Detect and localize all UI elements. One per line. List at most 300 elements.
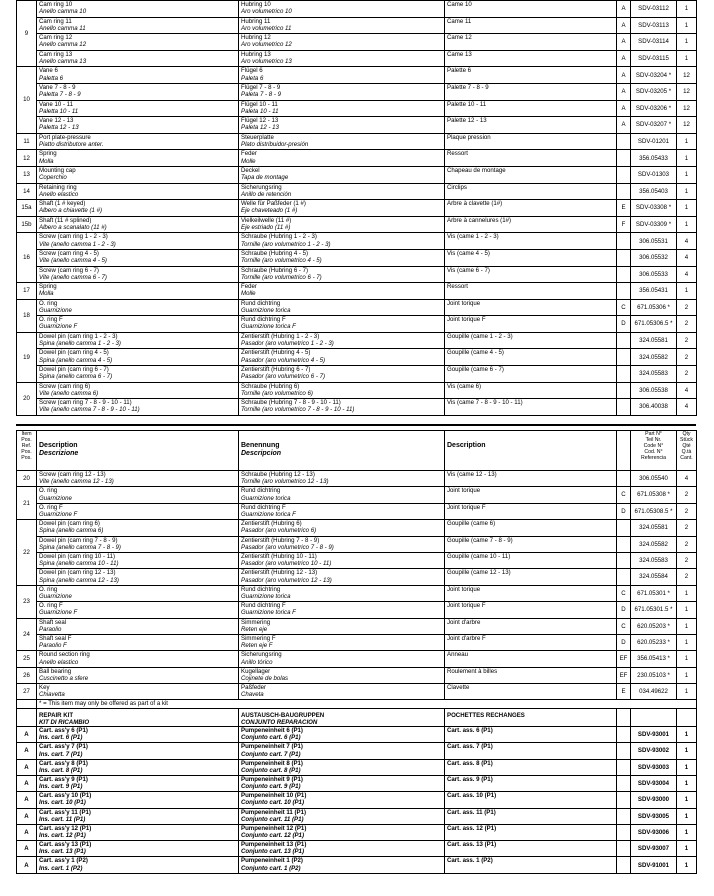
text-primary: Pumpeneinheit 10 (P1): [241, 792, 307, 800]
desc-fr: [445, 200, 617, 217]
desc-fr: [445, 382, 617, 399]
text-secondary: Conjunto cart. 13 (P1): [241, 848, 304, 856]
table-row: [17, 520, 697, 536]
kit-desc-fr: [445, 792, 617, 808]
desc-fr: [445, 166, 617, 183]
desc-en-it: [37, 618, 239, 634]
text-secondary: Anello camma 11: [39, 24, 86, 32]
text-primary: Simmering F: [241, 634, 276, 642]
text-secondary: Guarnizione torica F: [241, 323, 296, 331]
kit-row: [17, 841, 697, 857]
text-primary: Anneau: [447, 651, 469, 659]
text-primary: Rund dichtring: [241, 487, 281, 495]
text-secondary: Paleta 7 - 8 - 9: [241, 91, 281, 99]
item-pos: 15a: [17, 200, 37, 217]
desc-de-es: [239, 569, 445, 585]
kit-desc-en-it: [37, 792, 239, 808]
text-secondary: Aro volumetrico 12: [241, 41, 292, 49]
desc-de-es: [239, 1, 445, 18]
desc-de-es: [239, 200, 445, 217]
text-secondary: Aro volumetrico 10: [241, 8, 292, 16]
kit-desc-en-it: [37, 759, 239, 775]
desc-de-es: [239, 487, 445, 503]
kit-code: E: [617, 684, 631, 700]
text-primary: Joint torique: [447, 299, 481, 307]
text-primary: Cart. ass'y 8 (P1): [39, 759, 88, 767]
text-primary: Cart. ass. 11 (P1): [447, 808, 496, 816]
desc-en-it: [37, 166, 239, 183]
text-secondary: Vite (anello camma 6 - 7): [39, 273, 107, 281]
kit-desc-fr: [445, 759, 617, 775]
desc-fr: [445, 349, 617, 366]
quantity: 4: [677, 266, 697, 283]
kit-code: D: [617, 634, 631, 650]
table-row: [17, 50, 697, 67]
table-row: [17, 651, 697, 667]
part-number: 671.05301 *: [631, 585, 677, 601]
text-secondary: Vite (anello camma 1 - 2 - 3): [39, 240, 116, 248]
kit-desc-de-es: [239, 743, 445, 759]
desc-de-es: [239, 316, 445, 333]
kit-code: C: [617, 299, 631, 316]
desc-de-es: [239, 602, 445, 618]
desc-fr: [445, 618, 617, 634]
kit-code: [617, 399, 631, 416]
text-primary: Goupille (came 12 - 13): [447, 569, 511, 577]
kit-code: D: [617, 316, 631, 333]
kit-code: A: [617, 67, 631, 84]
text-primary: Zentierstift (Hubring 12 - 13): [241, 569, 318, 577]
text-secondary: Guarnizione torica: [241, 494, 291, 502]
kit-code: [617, 283, 631, 300]
text-primary: O. ring F: [39, 602, 63, 610]
text-primary: Shaft (11 # splined): [39, 216, 92, 224]
quantity: 1: [677, 602, 697, 618]
text-primary: Cart. ass'y 6 (P1): [39, 727, 88, 735]
part-number: SDV-03113: [631, 17, 677, 34]
desc-de-es: [239, 520, 445, 536]
kit-code: [617, 382, 631, 399]
kit-quantity: 1: [677, 808, 697, 824]
text-primary: Arbre à cannelures (1#): [447, 216, 512, 224]
item-pos: 24: [17, 618, 37, 651]
text-primary: Vane 12 - 13: [39, 117, 74, 125]
text-primary: Dowel pin (cam ring 12 - 13): [39, 569, 116, 577]
text-secondary: Pasador (aro volumetrico 12 - 13): [241, 576, 332, 584]
text-primary: Zentierstift (Hubring 6 - 7): [241, 366, 311, 374]
text-primary: Spring: [39, 283, 57, 291]
item-pos: 9: [17, 1, 37, 67]
desc-en-it: [37, 1, 239, 18]
desc-fr: [445, 249, 617, 266]
desc-en-it: [37, 602, 239, 618]
text-secondary: Ins. cart. 10 (P1): [39, 799, 86, 807]
quantity: 1: [677, 283, 697, 300]
part-number: 306.05533: [631, 266, 677, 283]
text-primary: Dowel pin (cam ring 6): [39, 520, 100, 528]
text-primary: Ressort: [447, 150, 468, 158]
text-secondary: Guarnizione torica F: [241, 609, 296, 617]
table-row: [17, 618, 697, 634]
desc-de-es: [239, 667, 445, 683]
quantity: 1: [677, 216, 697, 233]
text-primary: Goupille (came 6 - 7): [447, 366, 504, 374]
text-primary: Hubring 10: [241, 1, 271, 8]
desc-de-es: [239, 366, 445, 383]
text-primary: Cart. ass'y 7 (P1): [39, 743, 88, 751]
text-secondary: Anello elastico: [39, 190, 79, 198]
text-primary: Dowel pin (cam ring 6 - 7): [39, 366, 109, 374]
text-secondary: Conjunto cart. 1 (P2): [241, 864, 301, 872]
kit-desc-de-es: [239, 808, 445, 824]
item-pos: 10: [17, 67, 37, 133]
text-primary: Cart. ass. 6 (P1): [447, 727, 493, 735]
text-secondary: Paleta 10 - 11: [241, 107, 279, 115]
kit-part-number: SDV-91001: [631, 857, 677, 873]
text-primary: Rund dichtring: [241, 299, 281, 307]
item-pos: 13: [17, 166, 37, 183]
desc-fr: [445, 552, 617, 568]
text-secondary: Ins. cart. 12 (P1): [39, 832, 86, 840]
quantity: 12: [677, 100, 697, 117]
table-row: [17, 117, 697, 134]
text-primary: Schraube (Hubring 6): [241, 382, 300, 390]
kit-code: [617, 166, 631, 183]
part-number: 356.05431: [631, 283, 677, 300]
text-secondary: Tornille (aro volumetrico 7 - 8 - 9 - 10 - 11): [241, 406, 355, 414]
text-secondary: Paletta 12 - 13: [39, 124, 79, 132]
quantity: 2: [677, 299, 697, 316]
kit-code: A: [617, 100, 631, 117]
text-secondary: Anello elastico: [39, 658, 79, 666]
text-primary: Rund dichtring F: [241, 602, 286, 610]
text-primary: Goupille (came 6): [447, 520, 496, 528]
part-number: SDV-03115: [631, 50, 677, 67]
part-number: SDV-03308 *: [631, 200, 677, 217]
desc-en-it: [37, 266, 239, 283]
text-secondary: Vite (anello camma 7 - 8 - 9 - 10 - 11): [39, 406, 140, 414]
table-row: [17, 585, 697, 601]
text-secondary: Spina (anello camma 12 - 13): [39, 576, 119, 584]
text-primary: Cart. ass. 13 (P1): [447, 841, 497, 849]
text-primary: Zentierstift (Hubring 10 - 11): [241, 552, 317, 560]
desc-fr: [445, 366, 617, 383]
text-secondary: Tornille (aro volumetrico 6): [241, 389, 313, 397]
quantity: 2: [677, 569, 697, 585]
part-number: 324.05581: [631, 520, 677, 536]
text-secondary: Paletta 10 - 11: [39, 107, 79, 115]
kit-desc-fr: [445, 808, 617, 824]
table-header-row: [17, 431, 697, 471]
desc-fr: [445, 34, 617, 51]
kit-pos: A: [17, 792, 37, 808]
item-pos: 22: [17, 520, 37, 586]
text-primary: Pumpeneinheit 8 (P1): [241, 759, 303, 767]
text-primary: O. ring F: [39, 503, 63, 511]
text-secondary: Ins. cart. 1 (P2): [39, 864, 83, 872]
text-primary: Shaft seal: [39, 618, 67, 626]
desc-fr: [445, 100, 617, 117]
text-primary: Flügel 12 - 13: [241, 117, 279, 125]
text-secondary: Vite (anello camma 12 - 13): [39, 478, 114, 486]
desc-de-es: [239, 634, 445, 650]
kit-desc-de-es: [239, 775, 445, 791]
text-secondary: Conjunto cart. 8 (P1): [241, 766, 301, 774]
desc-de-es: [239, 233, 445, 250]
text-secondary: Paraolio: [39, 625, 62, 633]
parts-table-top: [16, 0, 697, 416]
text-secondary: Albero a chiavette (1 #): [39, 207, 103, 215]
desc-fr: [445, 602, 617, 618]
item-pos: 15b: [17, 216, 37, 233]
kit-row: [17, 759, 697, 775]
kit-code: [617, 183, 631, 200]
text-primary: Hubring 11: [241, 17, 271, 25]
kit-row: [17, 808, 697, 824]
table-row: [17, 266, 697, 283]
text-primary: Retaining ring: [39, 183, 77, 191]
text-secondary: Anello camma 10: [39, 8, 87, 16]
text-secondary: Tornille (aro volumetrico 6 - 7): [241, 273, 322, 281]
table-row: [17, 133, 697, 150]
quantity: 4: [677, 471, 697, 487]
kit-quantity: 1: [677, 841, 697, 857]
text-primary: Vis (came 6 - 7): [447, 266, 490, 274]
text-secondary: Pasador (aro volumetrico 6): [241, 527, 317, 535]
text-secondary: Ins. cart. 6 (P1): [39, 734, 83, 742]
desc-en-it: [37, 585, 239, 601]
desc-fr: [445, 50, 617, 67]
text-primary: Came 12: [447, 34, 472, 42]
part-number: 324.05581: [631, 332, 677, 349]
quantity: 12: [677, 83, 697, 100]
kit-row: [17, 727, 697, 743]
desc-de-es: [239, 67, 445, 84]
text-primary: Joint torique F: [447, 602, 486, 610]
desc-fr: [445, 399, 617, 416]
item-pos: 20: [17, 382, 37, 415]
text-secondary: Spina (anello camma 6): [39, 527, 104, 535]
text-secondary: Cojinete de bolas: [241, 674, 289, 682]
quantity: 2: [677, 366, 697, 383]
kit-pos: A: [17, 743, 37, 759]
part-number: 306.40038: [631, 399, 677, 416]
desc-fr: [445, 299, 617, 316]
desc-fr: [445, 569, 617, 585]
desc-en-it: [37, 233, 239, 250]
kit-code: [617, 471, 631, 487]
table-row: [17, 67, 697, 84]
quantity: 2: [677, 316, 697, 333]
text-primary: Welle für Paßfeder (1 #): [241, 200, 306, 208]
text-primary: Pumpeneinheit 6 (P1): [241, 727, 303, 735]
text-secondary: Tornille (aro volumetrico 1 - 2 - 3): [241, 240, 331, 248]
kit-header-en: REPAIR KIT KIT DI RICAMBIO: [37, 708, 239, 726]
kit-code: A: [617, 17, 631, 34]
quantity: 2: [677, 520, 697, 536]
kit-pos: A: [17, 727, 37, 743]
desc-en-it: [37, 50, 239, 67]
desc-de-es: [239, 216, 445, 233]
text-primary: Shaft seal F: [39, 634, 72, 642]
text-primary: Joint d'arbre F: [447, 634, 486, 642]
text-primary: Screw (cam ring 6): [39, 382, 91, 390]
item-pos: 12: [17, 150, 37, 167]
text-primary: Pumpeneinheit 12 (P1): [241, 824, 307, 832]
text-primary: Pumpeneinheit 11 (P1): [241, 808, 307, 816]
text-primary: Feder: [241, 283, 257, 291]
text-primary: Schraube (Hubring 7 - 8 - 9 - 10 - 11): [241, 399, 341, 407]
text-primary: Palette 12 - 13: [447, 117, 487, 125]
desc-en-it: [37, 283, 239, 300]
header-desc-de: Benennung Descripcion: [239, 431, 445, 471]
table-row: [17, 83, 697, 100]
kit-code: C: [617, 585, 631, 601]
quantity: 1: [677, 17, 697, 34]
kit-code: [617, 266, 631, 283]
table-row: [17, 536, 697, 552]
kit-row: [17, 857, 697, 873]
kit-desc-fr: [445, 743, 617, 759]
quantity: 1: [677, 618, 697, 634]
kit-desc-en-it: [37, 857, 239, 873]
kit-quantity: 1: [677, 824, 697, 840]
table-row: [17, 634, 697, 650]
text-secondary: Guarnizione F: [39, 510, 78, 518]
desc-en-it: [37, 133, 239, 150]
desc-en-it: [37, 332, 239, 349]
text-primary: Simmering: [241, 618, 271, 626]
desc-de-es: [239, 34, 445, 51]
part-number: 671.05306.5 *: [631, 316, 677, 333]
text-primary: Circlips: [447, 183, 467, 191]
quantity: 1: [677, 200, 697, 217]
desc-en-it: [37, 67, 239, 84]
text-secondary: Anillo tórico: [241, 658, 273, 666]
desc-de-es: [239, 471, 445, 487]
desc-en-it: [37, 117, 239, 134]
text-secondary: Molle: [241, 290, 256, 298]
table-row: [17, 34, 697, 51]
text-secondary: Guarnizione: [39, 306, 72, 314]
text-secondary: Ins. cart. 8 (P1): [39, 766, 83, 774]
page-break-bar: [16, 424, 696, 426]
text-primary: Cart. ass. 1 (P2): [447, 857, 493, 865]
header-qty: Qty Stück Qté Q.tà Cant.: [677, 431, 697, 471]
text-primary: Cart. ass. 9 (P1): [447, 775, 493, 783]
kit-desc-de-es: [239, 841, 445, 857]
text-primary: Ressort: [447, 283, 468, 291]
text-primary: Paßfeder: [241, 684, 267, 692]
table-row: [17, 100, 697, 117]
part-number: 324.05583: [631, 552, 677, 568]
text-primary: Joint torique F: [447, 316, 486, 324]
quantity: 2: [677, 487, 697, 503]
kit-note: * = This item may only be offered as part of a kit: [37, 700, 697, 708]
text-secondary: Ins. cart. 11 (P1): [39, 815, 86, 823]
desc-en-it: [37, 183, 239, 200]
kit-code: C: [617, 618, 631, 634]
quantity: 2: [677, 536, 697, 552]
kit-code: [617, 824, 631, 840]
desc-fr: [445, 536, 617, 552]
desc-fr: [445, 503, 617, 519]
text-primary: Vielkeilwelle (11 #): [241, 216, 292, 224]
kit-desc-fr: [445, 857, 617, 873]
text-secondary: Molla: [39, 290, 54, 298]
text-secondary: Pasador (aro volumetrico 1 - 2 - 3): [241, 340, 334, 348]
text-secondary: Reten eje: [241, 625, 268, 633]
part-number: 620.05233 *: [631, 634, 677, 650]
text-secondary: Eje estriado (11 #): [241, 223, 291, 231]
text-primary: Feder: [241, 150, 257, 158]
part-number: 356.05433: [631, 150, 677, 167]
kit-part-number: SDV-93004: [631, 775, 677, 791]
item-pos: 19: [17, 332, 37, 382]
kit-code: [617, 133, 631, 150]
text-primary: Dowel pin (cam ring 1 - 2 - 3): [39, 332, 118, 340]
text-primary: Vis (came 1 - 2 - 3): [447, 233, 499, 241]
desc-en-it: [37, 249, 239, 266]
desc-fr: [445, 520, 617, 536]
kit-desc-de-es: [239, 759, 445, 775]
desc-fr: [445, 585, 617, 601]
part-number: SDV-03112: [631, 1, 677, 18]
kit-part-number: SDV-93006: [631, 824, 677, 840]
quantity: 2: [677, 552, 697, 568]
text-primary: Cam ring 13: [39, 50, 73, 58]
part-number: 620.05203 *: [631, 618, 677, 634]
text-primary: Cart. ass. 10 (P1): [447, 792, 497, 800]
part-number: SDV-01201: [631, 133, 677, 150]
text-primary: Goupille (came 1 - 2 - 3): [447, 332, 513, 340]
text-secondary: Tornille (aro volumetrico 12 - 13): [241, 478, 329, 486]
table-row: [17, 17, 697, 34]
text-secondary: Guarnizione F: [39, 609, 78, 617]
desc-de-es: [239, 283, 445, 300]
text-secondary: Paletta 6: [39, 74, 64, 82]
kit-quantity: 1: [677, 743, 697, 759]
desc-fr: [445, 667, 617, 683]
desc-en-it: [37, 83, 239, 100]
desc-en-it: [37, 399, 239, 416]
kit-code: [617, 743, 631, 759]
desc-de-es: [239, 117, 445, 134]
quantity: 1: [677, 166, 697, 183]
text-primary: Came 11: [447, 17, 472, 25]
quantity: 1: [677, 1, 697, 18]
text-secondary: Eje chaveteado (1 #): [241, 207, 298, 215]
desc-en-it: [37, 299, 239, 316]
text-primary: Screw (cam ring 12 - 13): [39, 471, 106, 478]
kit-code: A: [617, 50, 631, 67]
text-secondary: Guarnizione: [39, 494, 72, 502]
text-primary: Zentierstift (Hubring 4 - 5): [241, 349, 311, 357]
part-number: 324.05582: [631, 349, 677, 366]
table-row: [17, 349, 697, 366]
text-secondary: Anillo de retención: [241, 190, 292, 198]
text-primary: Vis (came 6): [447, 382, 482, 390]
part-number: 324.05583: [631, 366, 677, 383]
note-row: [17, 700, 697, 708]
part-number: 306.05531: [631, 233, 677, 250]
text-secondary: Vite (anello camma 6): [39, 389, 99, 397]
text-primary: Came 10: [447, 1, 472, 8]
kit-quantity: 1: [677, 775, 697, 791]
desc-de-es: [239, 382, 445, 399]
quantity: 1: [677, 183, 697, 200]
quantity: 1: [677, 50, 697, 67]
